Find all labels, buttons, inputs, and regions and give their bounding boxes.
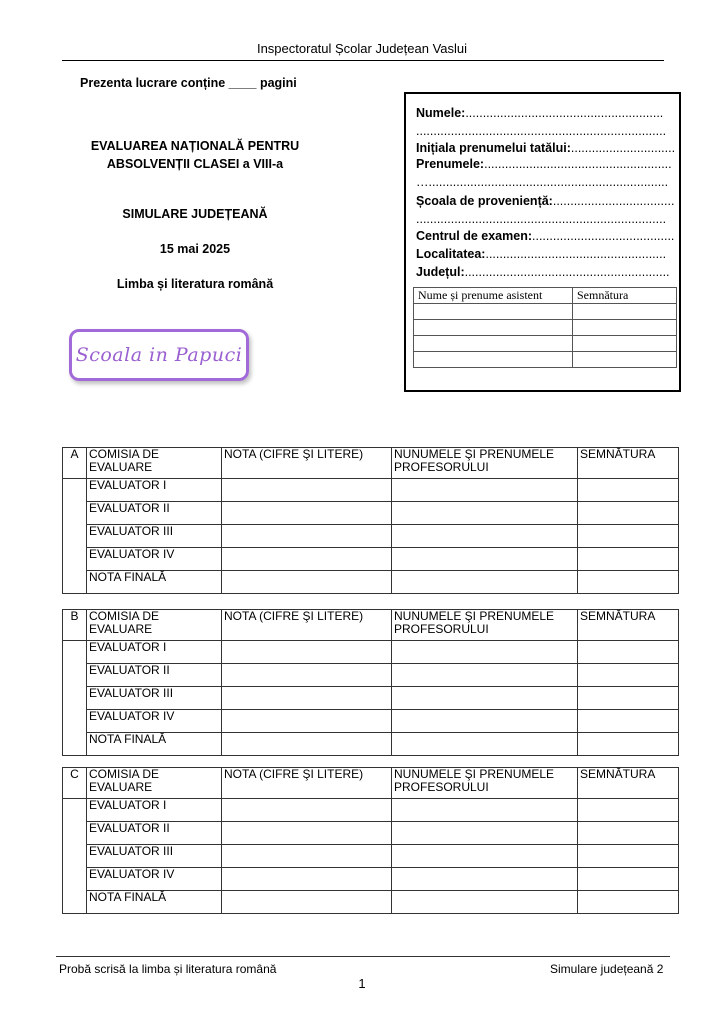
signature-cell[interactable] [578,641,679,664]
teacher-cell[interactable] [392,845,578,868]
header-semnatura: SEMNĂTURA [578,768,679,799]
assistant-name-cell[interactable] [414,304,573,320]
assistant-signature-header: Semnătura [573,288,677,304]
assistant-name-header: Nume și prenume asistent [414,288,573,304]
signature-cell[interactable] [578,687,679,710]
grade-cell[interactable] [222,664,392,687]
table-row [63,845,679,868]
assistant-name-cell[interactable] [414,352,573,368]
field-numele: Numele:......................................................... [416,106,664,120]
exam-date: 15 mai 2025 [159,242,231,256]
teacher-cell[interactable] [392,733,578,756]
row-label: EVALUATOR III [87,845,222,868]
header-semnatura: SEMNĂTURA [578,448,679,479]
row-label: EVALUATOR I [87,799,222,822]
signature-cell[interactable] [578,548,679,571]
teacher-cell[interactable] [392,891,578,914]
signature-cell[interactable] [578,845,679,868]
assistant-name-cell[interactable] [414,336,573,352]
footer-rule [56,956,670,957]
row-label: EVALUATOR IV [87,710,222,733]
header-comisia: COMISIA DE EVALUARE [87,610,222,641]
signature-cell[interactable] [578,710,679,733]
grading-table-b [62,609,679,756]
grading-header-row [63,768,679,799]
signature-cell[interactable] [578,525,679,548]
logo-text: Scoala in Papuci [75,344,243,366]
row-label: EVALUATOR II [87,822,222,845]
header-nota: NOTA (CIFRE ŞI LITERE) [222,448,392,479]
grade-cell[interactable] [222,479,392,502]
teacher-cell[interactable] [392,710,578,733]
header-title: Inspectoratul Școlar Județean Vaslui [256,41,468,56]
signature-cell[interactable] [578,799,679,822]
field-initiala: Inițiala prenumelui tatălui:.............................. [416,141,676,155]
teacher-cell[interactable] [392,799,578,822]
table-row [63,664,679,687]
table-row [63,502,679,525]
simulation-label: SIMULARE JUDEȚEANĂ [122,207,268,221]
signature-cell[interactable] [578,479,679,502]
field-centru: Centrul de examen:......................................... [416,229,675,243]
section-letter: C [63,768,87,799]
header-rule [62,60,664,61]
teacher-cell[interactable] [392,822,578,845]
table-row [63,868,679,891]
exam-title-2: ABSOLVENȚII CLASEI a VIII-a [106,157,284,171]
signature-cell[interactable] [578,868,679,891]
grade-cell[interactable] [222,891,392,914]
grade-cell[interactable] [222,571,392,594]
assistant-name-cell[interactable] [414,320,573,336]
assistant-signature-cell[interactable] [573,320,677,336]
assistant-signature-cell[interactable] [573,304,677,320]
grade-cell[interactable] [222,845,392,868]
candidate-id-box [404,92,681,392]
section-letter: A [63,448,87,479]
grade-cell[interactable] [222,525,392,548]
assistant-header-row [414,288,677,304]
row-label: NOTA FINALĂ [87,571,222,594]
signature-cell[interactable] [578,733,679,756]
field-scoala: Școala de proveniență:................................... [416,194,675,208]
header-nota: NOTA (CIFRE ŞI LITERE) [222,610,392,641]
grade-cell[interactable] [222,799,392,822]
grading-table-c [62,767,679,914]
assistant-signature-cell[interactable] [573,352,677,368]
assistant-row [414,352,677,368]
field-judetul: Județul:........................................................... [416,265,670,279]
row-label: EVALUATOR II [87,664,222,687]
signature-cell[interactable] [578,502,679,525]
grading-header-row [63,448,679,479]
table-row [63,571,679,594]
teacher-cell[interactable] [392,687,578,710]
header-comisia: COMISIA DE EVALUARE [87,448,222,479]
field-numele-cont: ........................................................................ [416,124,667,138]
header-comisia: COMISIA DE EVALUARE [87,768,222,799]
teacher-cell[interactable] [392,502,578,525]
row-label: EVALUATOR III [87,687,222,710]
assistant-row [414,320,677,336]
grade-cell[interactable] [222,502,392,525]
row-label: EVALUATOR I [87,479,222,502]
subject: Limba și literatura română [116,277,274,291]
table-row [63,799,679,822]
table-row [63,710,679,733]
footer-left-text: Probă scrisă la limba și literatura română [59,962,277,976]
page-number: 1 [358,976,366,991]
grade-cell[interactable] [222,822,392,845]
row-label: EVALUATOR II [87,502,222,525]
table-row [63,822,679,845]
assistant-row [414,336,677,352]
assistant-signature-cell[interactable] [573,336,677,352]
table-row [63,479,679,502]
exam-title-1: EVALUAREA NAȚIONALĂ PENTRU [90,139,300,153]
row-label: NOTA FINALĂ [87,891,222,914]
signature-cell[interactable] [578,891,679,914]
row-label: EVALUATOR III [87,525,222,548]
row-label: EVALUATOR IV [87,868,222,891]
table-row [63,525,679,548]
header-profesor: NUNUMELE ŞI PRENUMELE PROFESORULUI [392,610,578,641]
table-row [63,733,679,756]
field-prenumele-cont: …..................................................................... [416,175,669,189]
table-row [63,641,679,664]
teacher-cell[interactable] [392,664,578,687]
grade-cell[interactable] [222,868,392,891]
grade-cell[interactable] [222,548,392,571]
row-label: NOTA FINALĂ [87,733,222,756]
header-profesor: NUNUMELE ŞI PRENUMELE PROFESORULUI [392,448,578,479]
section-letter: B [63,610,87,641]
scoala-in-papuci-logo [69,329,249,381]
teacher-cell[interactable] [392,479,578,502]
teacher-cell[interactable] [392,548,578,571]
signature-cell[interactable] [578,571,679,594]
teacher-cell[interactable] [392,571,578,594]
grade-cell[interactable] [222,687,392,710]
grade-cell[interactable] [222,710,392,733]
table-row [63,687,679,710]
teacher-cell[interactable] [392,868,578,891]
grading-table-a [62,447,679,594]
header-nota: NOTA (CIFRE ŞI LITERE) [222,768,392,799]
header-profesor: NUNUMELE ŞI PRENUMELE PROFESORULUI [392,768,578,799]
table-row [63,548,679,571]
footer-right-text: Simulare județeană 2 [550,962,664,976]
row-label: EVALUATOR IV [87,548,222,571]
field-prenumele: Prenumele:...................................................... [416,157,672,171]
signature-cell[interactable] [578,822,679,845]
grade-cell[interactable] [222,733,392,756]
signature-cell[interactable] [578,664,679,687]
teacher-cell[interactable] [392,525,578,548]
field-scoala-cont: ........................................................................ [416,212,667,226]
assistant-row [414,304,677,320]
field-localitatea: Localitatea:.................................................... [416,247,667,261]
grade-cell[interactable] [222,641,392,664]
row-label: EVALUATOR I [87,641,222,664]
pages-line: Prezenta lucrare conține ____ pagini [80,76,297,90]
grading-header-row [63,610,679,641]
table-row [63,891,679,914]
assistant-table [413,287,677,368]
header-semnatura: SEMNĂTURA [578,610,679,641]
teacher-cell[interactable] [392,641,578,664]
